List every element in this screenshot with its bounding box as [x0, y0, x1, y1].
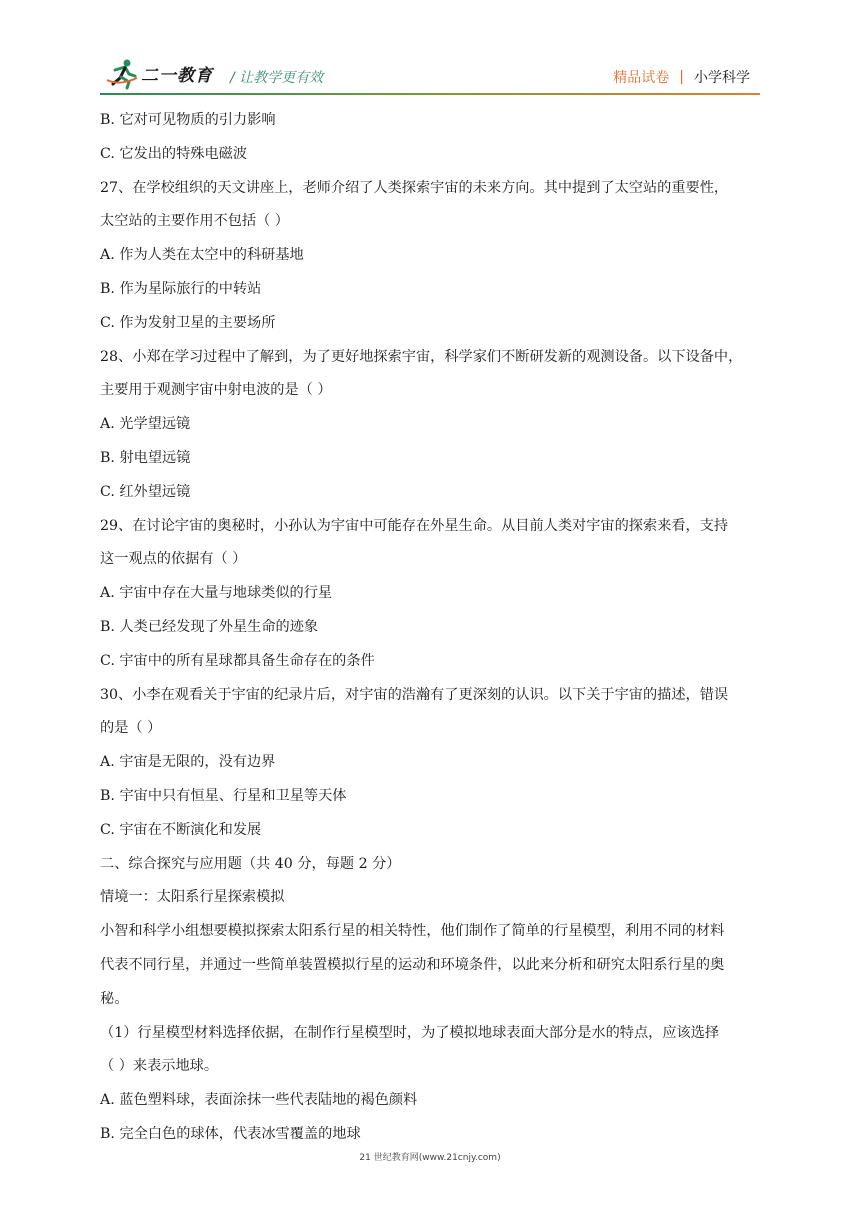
scenario-paragraph: 小智和科学小组想要模拟探索太阳系行星的相关特性，他们制作了简单的行星模型，利用不同的材料: [100, 923, 725, 940]
slogan: / 让教学更有效: [230, 70, 324, 86]
option-line: C. 红外望远镜: [100, 483, 191, 500]
document-body: [100, 104, 765, 1152]
scenario-paragraph: 代表不同行星，并通过一些简单装置模拟行星的运动和环境条件，以此来分析和研究太阳系行星的奥: [100, 956, 725, 973]
option-line: B. 射电望远镜: [100, 449, 191, 466]
option-line: A. 作为人类在太空中的科研基地: [100, 247, 304, 264]
sub-question-1: （1）行星模型材料选择依据，在制作行星模型时，为了模拟地球表面大部分是水的特点，应该选择: [100, 1024, 720, 1041]
tag-premium-paper: 精品试卷: [613, 70, 670, 86]
tag-subject: 小学科学: [694, 70, 750, 86]
question-27-cont: 太空站的主要作用不包括（ ）: [100, 213, 289, 230]
option-line: C. 宇宙中的所有星球都具备生命存在的条件: [100, 652, 375, 669]
section-heading: 二、综合探究与应用题（共 40 分，每题 2 分）: [100, 855, 401, 872]
option-line: B. 宇宙中只有恒星、行星和卫星等天体: [100, 787, 347, 804]
logo-text: 二一教育: [141, 65, 213, 86]
runner-logo-icon: [105, 56, 139, 90]
question-30-cont: 的是（ ）: [100, 720, 162, 737]
option-line: C. 作为发射卫星的主要场所: [100, 314, 276, 331]
option-line: B. 它对可见物质的引力影响: [100, 112, 276, 128]
option-line: A. 宇宙中存在大量与地球类似的行星: [100, 585, 333, 602]
question-27: 27、在学校组织的天文讲座上，老师介绍了人类探索宇宙的未来方向。其中提到了太空站的重要性，: [100, 179, 729, 196]
question-29: 29、在讨论宇宙的奥秘时，小孙认为宇宙中可能存在外星生命。从目前人类对宇宙的探索来看，支持: [100, 517, 729, 534]
option-line: C. 宇宙在不断演化和发展: [100, 821, 262, 838]
option-line: B. 人类已经发现了外星生命的迹象: [100, 618, 319, 635]
header-tags: [613, 67, 750, 87]
question-30: 30、小李在观看关于宇宙的纪录片后，对宇宙的浩瀚有了更深刻的认识。以下关于宇宙的描述，错误: [100, 686, 729, 703]
scenario-paragraph: 秘。: [100, 990, 129, 1007]
question-28: 28、小郑在学习过程中了解到，为了更好地探索宇宙，科学家们不断研发新的观测设备。以下设备中，: [100, 348, 743, 365]
question-29-cont: 这一观点的依据有（ ）: [100, 551, 247, 568]
option-line: A. 蓝色塑料球，表面涂抹一些代表陆地的褐色颜料: [100, 1092, 418, 1109]
sub-question-1-cont: （ ）来表示地球。: [100, 1058, 219, 1075]
logo: [105, 55, 225, 91]
header-divider: [100, 93, 760, 95]
question-28-cont: 主要用于观测宇宙中射电波的是（ ）: [100, 382, 332, 399]
option-line: B. 完全白色的球体，代表冰雪覆盖的地球: [100, 1125, 361, 1142]
page-footer: 21 世纪教育网(www.21cnjy.com): [359, 1153, 501, 1163]
option-line: B. 作为星际旅行的中转站: [100, 280, 262, 297]
scenario-title: 情境一：太阳系行星探索模拟: [100, 889, 285, 906]
option-line: A. 宇宙是无限的，没有边界: [100, 754, 276, 771]
option-line: A. 光学望远镜: [100, 416, 191, 433]
option-line: C. 它发出的特殊电磁波: [100, 145, 248, 162]
page-header: [0, 0, 860, 100]
tag-separator: |: [679, 69, 684, 85]
